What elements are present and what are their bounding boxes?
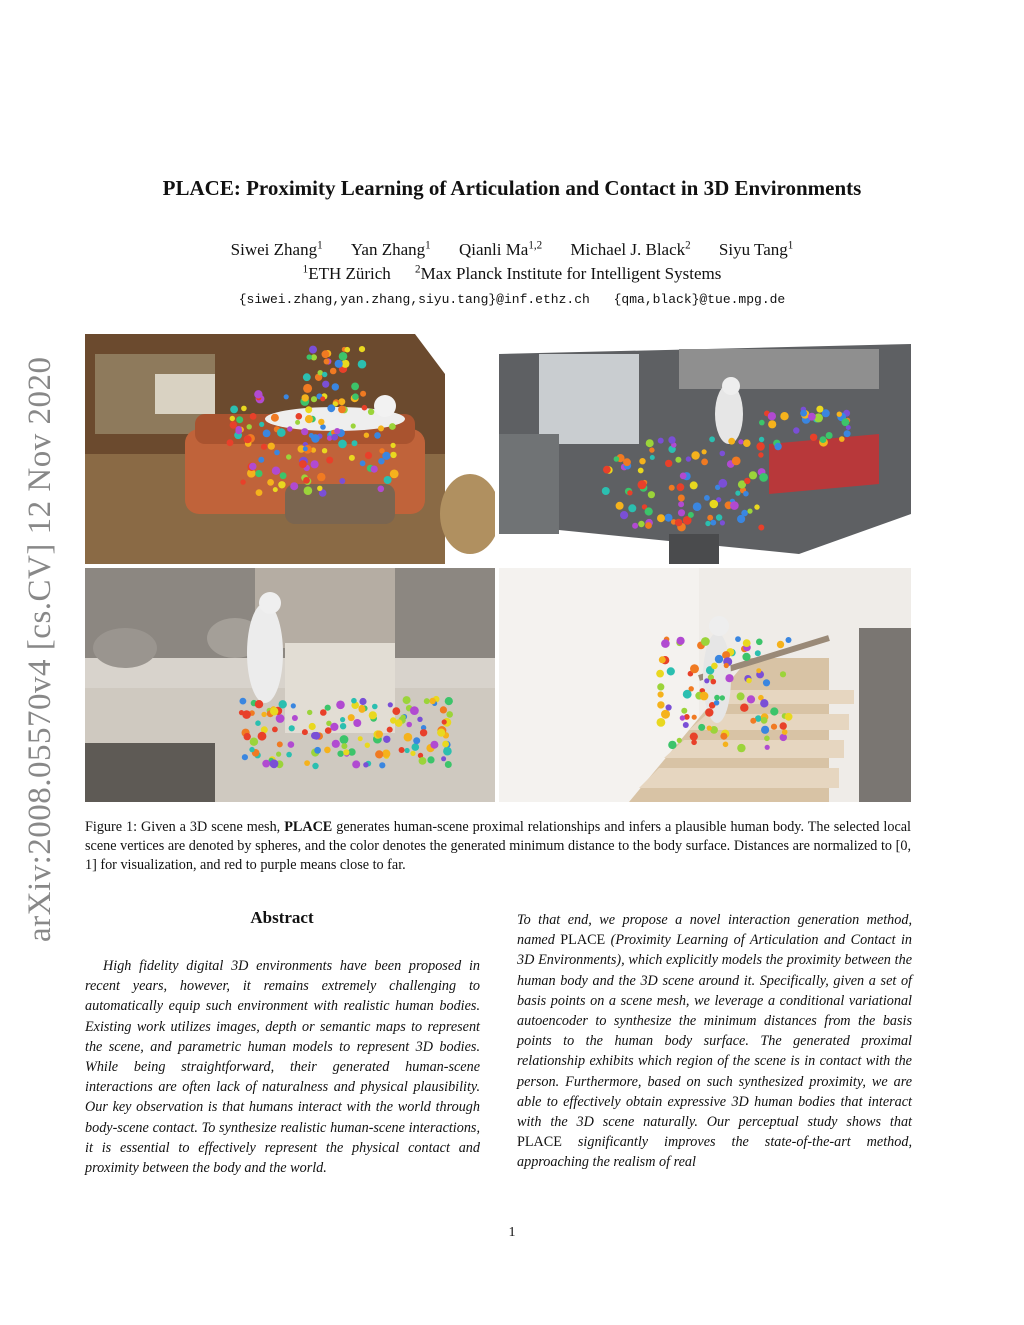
page-number: 1 (508, 1225, 516, 1240)
affiliation-name: Max Planck Institute for Intelligent Systems (420, 264, 722, 283)
figure-panel-living-room (85, 334, 495, 564)
caption-prefix: Figure 1: Given a 3D scene mesh, (85, 819, 285, 835)
method-name: PLACE (560, 932, 606, 949)
abstract-paragraph-1: High fidelity digital 3D environments have been proposed in recent years, however, it remains extremely challenging to automatically equip such environment with realistic human bodies. Existing work utilizes images, depth or semantic maps to represent the scene, and parametric human models to represent 3D bodies. While being straightforward, their generated human-scene interactions are often lack of naturalness and physical plausibility. Our key observation is that humans interact with the world through body-scene contact. To synthesize realistic human-scene interactions, it is essential to effectively represent the physical contact and proximity between the body and the world. (85, 958, 480, 1177)
author-sup: 1 (317, 239, 323, 252)
abstract-text: To that end, we propose a novel interaction generation method, named (517, 912, 912, 949)
author-name: Michael J. Black (570, 240, 686, 259)
author (231, 240, 323, 259)
affiliation (415, 264, 721, 283)
caption-method-name: PLACE (284, 819, 333, 835)
email: {qma,black}@tue.mpg.de (613, 292, 786, 307)
email: {siwei.zhang,yan.zhang,siyu.tang}@inf.ethz.ch (238, 292, 590, 307)
method-name: PLACE (517, 1134, 562, 1151)
author-name: Qianli Ma (458, 240, 529, 259)
abstract-text: significantly improves the state-of-the-art method, approaching the realism of real (517, 1134, 912, 1171)
author-name: Siyu Tang (718, 240, 788, 259)
caption-text: generates human-scene proximal relationships and infers a plausible human body. The selected local scene vertices are denoted by spheres, and the color denotes the generated minimum distance to the body surface. Distances are normalized to [0, 1] for visualization, and red to purple means close to far. (85, 819, 911, 873)
figure-caption (85, 818, 911, 875)
figure-panel-staircase (499, 568, 911, 802)
figure-panel-room-table (85, 568, 495, 802)
figure-1 (85, 334, 911, 802)
abstract-text: (Proximity Learning of Articulation and Contact in 3D Environments), which explicitly models the proximity between the human body and the 3D scene around it. Specifically, given a set of basis points on a scene mesh, we leverage a conditional variational autoencoder to synthesize the minimum distances from the basis points to the human body surface. The generated proximal relationship exhibits which region of the scene is in contact with the person. Furthermore, based on such synthesized proximity, we are able to effectively obtain expressive 3D human bodies that interact with the 3D scene naturally. Our perceptual study shows that (517, 932, 912, 1131)
author (459, 240, 542, 259)
abstract-heading: Abstract (250, 908, 314, 927)
paper-title: PLACE: Proximity Learning of Articulation and Contact in 3D Environments (162, 176, 862, 200)
affiliation-sup: 1 (302, 263, 309, 276)
arxiv-stamp: arXiv:2008.05570v4 [cs.CV] 12 Nov 2020 (22, 356, 58, 942)
email-list (0, 292, 1024, 307)
author-name: Yan Zhang (350, 240, 426, 259)
author-name: Siwei Zhang (230, 240, 318, 259)
abstract-paragraph-2 (517, 910, 912, 1173)
author (570, 240, 690, 259)
author-sup: 1 (425, 239, 431, 252)
author-list (0, 240, 1024, 260)
affiliation (303, 264, 391, 283)
affiliation-list (0, 264, 1024, 284)
author (719, 240, 793, 259)
author-sup: 1,2 (528, 239, 543, 252)
author (351, 240, 431, 259)
author-sup: 1 (787, 239, 794, 252)
figure-panel-office (499, 334, 911, 564)
author-sup: 2 (685, 239, 691, 252)
affiliation-name: ETH Zürich (308, 264, 391, 283)
affiliation-sup: 2 (415, 263, 421, 276)
